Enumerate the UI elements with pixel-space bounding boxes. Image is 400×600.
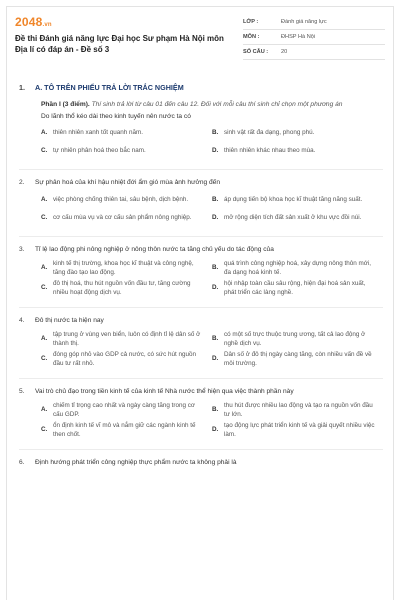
option-text: sinh vật rất đa dạng, phong phú. [224,129,315,136]
option-label: C. [41,426,48,433]
option-label: C. [41,284,48,291]
question-5-option-3[interactable] [41,421,212,439]
meta-row [243,45,385,60]
document-page [6,6,394,600]
question-1-option-1[interactable] [41,125,212,141]
option-label: D. [212,147,219,154]
part-instructions [19,100,383,110]
option-label: B. [212,335,219,342]
option-label: C. [41,355,48,362]
meta-value: 20 [281,49,288,55]
question-2-option-1[interactable] [41,192,212,208]
meta-key: MÔN : [243,34,260,40]
question-1-option-3[interactable] [41,143,212,159]
question-number: 3. [19,245,25,253]
option-text: thiên nhiên xanh tốt quanh năm. [53,129,143,136]
question-3-option-3[interactable] [41,279,212,297]
option-text: mở rộng diện tích đất sản xuất ở khu vực đồi núi. [224,214,362,221]
question-3-option-4[interactable] [212,279,383,297]
meta-row [243,30,385,45]
question-2-option-4[interactable] [212,210,383,226]
question-text: Vai trò chủ đạo trong tiền kinh tế của kinh tế Nhà nước thể hiện qua việc thành phần này [35,387,294,395]
question-text: Sự phân hoá của khí hậu nhiệt đới ẩm gió mùa ảnh hưởng đến [35,178,221,186]
question-4-option-1[interactable] [41,330,212,348]
option-text: cơ cấu mùa vụ và cơ cấu sản phẩm nông nghiệp. [53,214,192,221]
question-5-options [19,401,383,441]
option-label: A. [41,335,48,342]
document-meta [243,15,385,69]
question-number: 5. [19,387,25,395]
question-4 [19,316,383,370]
option-text: kinh tế thị trường, khoa học kĩ thuật và công nghệ, tăng đào tạo lao động. [53,259,194,276]
question-4-option-4[interactable] [212,350,383,368]
question-4-option-3[interactable] [41,350,212,368]
question-number: 4. [19,316,25,324]
part-instruction-text: Thí sinh trả lời từ câu 01 đến câu 12. Đối với mỗi câu thí sinh chỉ chọn một phương án [89,101,343,108]
option-text: tự nhiên phân hoá theo bắc nam. [53,147,146,154]
question-3-option-1[interactable] [41,259,212,277]
question-2-options [19,192,383,228]
question-6-stem [19,458,383,467]
question-1-option-2[interactable] [212,125,383,141]
question-6 [19,458,383,467]
option-text: đóng góp nhỏ vào GDP cả nước, có sức hút nguồn đầu tư rất nhỏ. [53,350,197,367]
logo-suffix: .vn [42,22,52,28]
option-text: chiếm tỉ trọng cao nhất và ngày càng tăng trong cơ cấu GDP. [53,401,196,418]
section-number: 1. [19,83,25,92]
option-label: B. [212,264,219,271]
option-label: D. [212,284,219,291]
document-title: Đề thi Đánh giá năng lực Đại học Sư phạm Hà Nội môn Địa lí có đáp án - Đề số 3 [15,34,224,54]
question-5-option-2[interactable] [212,401,383,419]
question-divider [19,236,383,237]
option-text: áp dụng tiến bộ khoa học kĩ thuật tăng năng suất. [224,196,363,203]
section-heading [19,83,383,92]
question-2 [19,178,383,228]
option-label: A. [41,129,48,136]
option-text: hội nhập toàn cầu sâu rộng, hiện đại hoá sản xuất, phát triển các làng nghề. [224,279,366,296]
option-text: thu hút được nhiều lao động và tạo ra nguồn vốn đầu tư lớn. [224,401,373,418]
option-text: việc phòng chống thiên tai, sâu bệnh, dịch bệnh. [53,196,189,203]
meta-value: ĐHSP Hà Nội [281,34,316,40]
option-label: A. [41,196,48,203]
option-label: B. [212,196,219,203]
option-label: B. [212,406,219,413]
document-header [7,7,393,69]
logo-text: 2048 [15,15,43,29]
meta-value: Đánh giá năng lực [281,19,327,25]
option-text: tập trung ở vùng ven biển, luôn có định tỉ lệ dân số ở thành thị. [53,330,201,347]
option-text: quá trình công nghiệp hoá, xây dựng nông thôn mới, đa dạng hoá kinh tế. [224,259,371,276]
question-3-options [19,259,383,299]
question-text: Định hướng phát triển công nghiệp thực phẩm nước ta không phải là [35,458,237,466]
question-divider [19,449,383,450]
question-divider [19,307,383,308]
option-text: tạo động lực phát triển kinh tế và giải quyết nhiều việc làm. [224,421,375,438]
option-label: B. [212,129,219,136]
meta-key: LỚP : [243,19,259,25]
option-label: A. [41,264,48,271]
option-text: Dân số ở đô thị ngày càng tăng, còn nhiều vấn đề về môi trường. [224,350,372,367]
question-1-options [19,125,383,161]
question-3 [19,245,383,299]
option-text: đô thị hoá, thu hút nguồn vốn đầu tư, tăng cường nhiều hoạt động dịch vụ. [53,279,191,296]
document-content [7,69,393,467]
section-title: A. TÔ TRÊN PHIẾU TRẢ LỜI TRẮC NGHIỆM [35,83,184,92]
site-logo[interactable] [15,15,237,29]
option-text: ổn định kinh tế vĩ mô và nắm giữ các ngành kinh tế then chốt. [53,421,196,438]
question-divider [19,378,383,379]
question-1-text: Do lãnh thổ kéo dài theo kinh tuyến nên nước ta có [41,112,191,120]
question-5 [19,387,383,441]
option-label: D. [212,355,219,362]
question-number: 6. [19,458,25,466]
option-label: C. [41,214,48,221]
question-5-stem [19,387,383,396]
option-label: C. [41,147,48,154]
part-label: Phần I (3 điểm). [41,101,90,108]
question-2-option-2[interactable] [212,192,383,208]
question-4-options [19,330,383,370]
question-3-stem [19,245,383,254]
option-text: thiên nhiên khác nhau theo mùa. [224,147,316,154]
question-2-stem [19,178,383,187]
question-5-option-1[interactable] [41,401,212,419]
question-text: Tỉ lệ lao động phi nông nghiệp ở nông thôn nước ta tăng chủ yếu do tác động của [35,245,274,253]
question-5-option-4[interactable] [212,421,383,439]
option-label: D. [212,214,219,221]
question-4-option-2[interactable] [212,330,383,348]
option-text: có một số trực thuộc trung ương, tất cả lao động ở nghề dịch vụ. [224,330,366,347]
meta-row [243,15,385,30]
question-number: 2. [19,178,25,186]
question-text: Đô thị nước ta hiện nay [35,316,104,324]
option-label: A. [41,406,48,413]
question-2-option-3[interactable] [41,210,212,226]
question-divider [19,169,383,170]
question-list [19,169,383,467]
question-1-option-4[interactable] [212,143,383,159]
meta-key: SỐ CÂU : [243,49,269,55]
question-3-option-2[interactable] [212,259,383,277]
option-label: D. [212,426,219,433]
question-4-stem [19,316,383,325]
header-left [15,15,243,69]
